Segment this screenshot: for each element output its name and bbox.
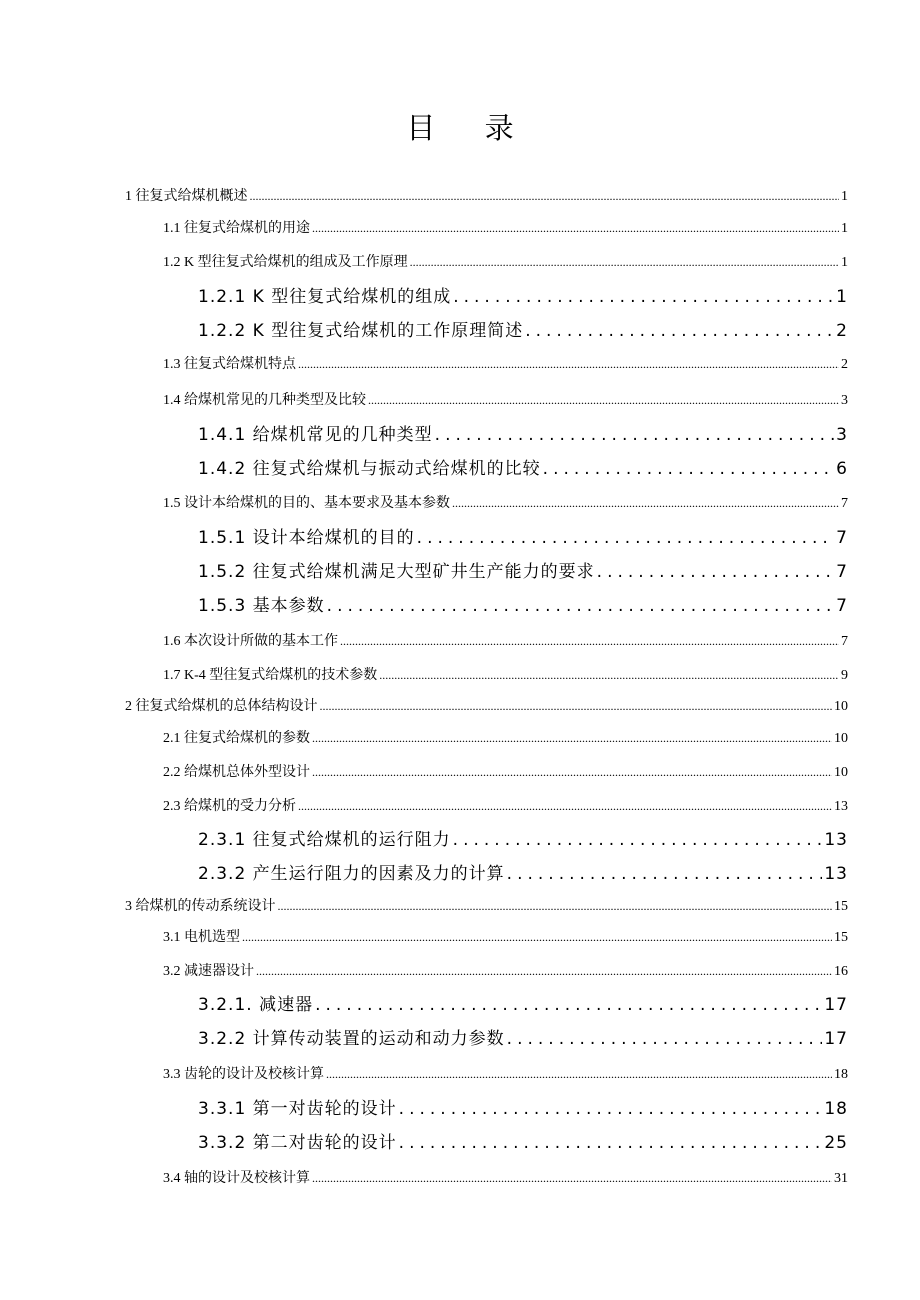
toc-leader — [435, 422, 835, 448]
toc-entry-label: 3.2.2 计算传动装置的运动和动力参数 — [198, 1029, 505, 1049]
toc-entry-page: 15 — [834, 930, 848, 945]
toc-entry-label: 2.3 给煤机的受力分析 — [163, 799, 296, 814]
toc-entry-label: 1 往复式给煤机概述 — [125, 189, 248, 204]
toc-leader — [315, 992, 822, 1018]
toc-entry[interactable] — [163, 728, 848, 748]
toc-entry-page: 13 — [824, 864, 848, 884]
toc-entry[interactable] — [163, 493, 848, 513]
toc-leader — [298, 796, 832, 816]
toc-entry-label: 3.3.2 第二对齿轮的设计 — [198, 1133, 397, 1153]
toc-entry-label: 3.1 电机选型 — [163, 930, 240, 945]
toc-entry-page: 10 — [834, 731, 848, 746]
toc-entry[interactable] — [163, 762, 848, 782]
toc-entry[interactable] — [198, 456, 848, 482]
toc-leader — [312, 218, 839, 238]
toc-entry-label: 1.5 设计本给煤机的目的、基本要求及基本参数 — [163, 496, 450, 511]
toc-entry-page: 3 — [841, 393, 848, 408]
toc-leader — [597, 559, 835, 585]
toc-entry-label: 3.2 减速器设计 — [163, 964, 254, 979]
toc-title: 目 录 — [406, 111, 534, 145]
toc-entry[interactable] — [198, 422, 848, 448]
toc-entry-page: 13 — [824, 830, 848, 850]
toc-entry-page: 18 — [824, 1099, 848, 1119]
toc-entry[interactable] — [163, 354, 848, 374]
toc-entry[interactable] — [125, 186, 848, 206]
toc-entry[interactable] — [163, 796, 848, 816]
toc-entry-page: 10 — [834, 699, 848, 714]
toc-entry[interactable] — [163, 961, 848, 981]
toc-entry-page: 2 — [836, 321, 848, 341]
toc-entry-label: 2 往复式给煤机的总体结构设计 — [125, 699, 318, 714]
toc-entry[interactable] — [163, 390, 848, 410]
toc-entry-page: 7 — [836, 562, 848, 582]
toc-entry-page: 9 — [841, 668, 848, 683]
toc-entry-page: 15 — [834, 899, 848, 914]
toc-entry-page: 25 — [824, 1133, 848, 1153]
toc-entry[interactable] — [198, 1130, 848, 1156]
toc-leader — [507, 1026, 823, 1052]
toc-leader — [525, 318, 834, 344]
toc-leader — [256, 961, 832, 981]
toc-entry-label: 1.2 K 型往复式给煤机的组成及工作原理 — [163, 255, 408, 270]
toc-entry-label: 2.3.1 往复式给煤机的运行阻力 — [198, 830, 451, 850]
toc-entry[interactable] — [198, 525, 848, 551]
toc-leader — [453, 284, 834, 310]
toc-leader — [368, 390, 839, 410]
toc-entry-page: 1 — [841, 255, 848, 270]
toc-leader — [320, 696, 833, 716]
toc-leader — [327, 593, 835, 619]
toc-leader — [453, 827, 823, 853]
toc-leader — [242, 927, 832, 947]
toc-leader — [399, 1096, 823, 1122]
toc-leader — [399, 1130, 823, 1156]
toc-entry-page: 13 — [834, 799, 848, 814]
toc-entry[interactable] — [125, 896, 848, 916]
toc-entry-label: 1.2.1 K 型往复式给煤机的组成 — [198, 287, 452, 307]
toc-entry-page: 2 — [841, 357, 848, 372]
toc-entry-label: 1.7 K-4 型往复式给煤机的技术参数 — [163, 668, 378, 683]
toc-entry-label: 1.4.1 给煤机常见的几种类型 — [198, 425, 433, 445]
toc-entry-label: 3.3.1 第一对齿轮的设计 — [198, 1099, 397, 1119]
toc-entry[interactable] — [198, 1096, 848, 1122]
toc-leader — [507, 861, 823, 887]
toc-entry-label: 1.5.2 往复式给煤机满足大型矿井生产能力的要求 — [198, 562, 595, 582]
toc-entry[interactable] — [163, 927, 848, 947]
toc-entry-page: 7 — [836, 528, 848, 548]
toc-leader — [312, 762, 832, 782]
toc-entry-label: 1.6 本次设计所做的基本工作 — [163, 634, 338, 649]
toc-entry-page: 6 — [836, 459, 848, 479]
toc-entry-page: 17 — [824, 1029, 848, 1049]
toc-leader — [312, 728, 832, 748]
toc-entry[interactable] — [163, 252, 848, 272]
toc-entry-label: 1.5.3 基本参数 — [198, 596, 325, 616]
toc-entry-page: 1 — [836, 287, 848, 307]
toc-entry[interactable] — [198, 992, 848, 1018]
toc-leader — [278, 896, 833, 916]
toc-leader — [410, 252, 839, 272]
toc-entry-page: 7 — [841, 496, 848, 511]
toc-leader — [312, 1168, 832, 1188]
toc-entry-page: 3 — [836, 425, 848, 445]
toc-entry[interactable] — [198, 1026, 848, 1052]
toc-entry[interactable] — [163, 218, 848, 238]
toc-entry-label: 2.3.2 产生运行阻力的因素及力的计算 — [198, 864, 505, 884]
toc-entry-page: 31 — [834, 1171, 848, 1186]
toc-entry-label: 3.2.1. 减速器 — [198, 995, 314, 1015]
toc-leader — [340, 631, 839, 651]
toc-entry-label: 2.2 给煤机总体外型设计 — [163, 765, 310, 780]
toc-entry-label: 3 给煤机的传动系统设计 — [125, 899, 276, 914]
toc-leader — [452, 493, 839, 513]
toc-leader — [250, 186, 840, 206]
toc-entry[interactable] — [198, 593, 848, 619]
toc-entry-page: 17 — [824, 995, 848, 1015]
toc-entry-page: 18 — [834, 1067, 848, 1082]
toc-entry-page: 1 — [841, 221, 848, 236]
toc-entry-label: 3.4 轴的设计及校核计算 — [163, 1171, 310, 1186]
toc-entry[interactable] — [163, 1168, 848, 1188]
toc-entry[interactable] — [163, 631, 848, 651]
toc-entry[interactable] — [198, 827, 848, 853]
toc-entry-label: 1.5.1 设计本给煤机的目的 — [198, 528, 415, 548]
toc-entry[interactable] — [125, 696, 848, 716]
toc-leader — [543, 456, 835, 482]
toc-entry[interactable] — [163, 665, 848, 685]
toc-entry-page: 16 — [834, 964, 848, 979]
toc-entry-page: 10 — [834, 765, 848, 780]
toc-entry-label: 1.2.2 K 型往复式给煤机的工作原理简述 — [198, 321, 524, 341]
toc-entry[interactable] — [198, 318, 848, 344]
toc-entry-label: 1.3 往复式给煤机特点 — [163, 357, 296, 372]
toc-entry-page: 7 — [836, 596, 848, 616]
toc-leader — [326, 1064, 832, 1084]
toc-entry-page: 7 — [841, 634, 848, 649]
toc-entry-label: 1.1 往复式给煤机的用途 — [163, 221, 310, 236]
toc-entry-page: 1 — [841, 189, 848, 204]
toc-entry[interactable] — [198, 559, 848, 585]
toc-leader — [417, 525, 835, 551]
toc-entry-label: 1.4 给煤机常见的几种类型及比较 — [163, 393, 366, 408]
toc-leader — [379, 665, 839, 685]
toc-entry[interactable] — [198, 284, 848, 310]
toc-leader — [298, 354, 839, 374]
toc-entry[interactable] — [198, 861, 848, 887]
toc-entry-label: 3.3 齿轮的设计及校核计算 — [163, 1067, 324, 1082]
toc-entry-label: 1.4.2 往复式给煤机与振动式给煤机的比较 — [198, 459, 541, 479]
toc-entry[interactable] — [163, 1064, 848, 1084]
toc-entry-label: 2.1 往复式给煤机的参数 — [163, 731, 310, 746]
